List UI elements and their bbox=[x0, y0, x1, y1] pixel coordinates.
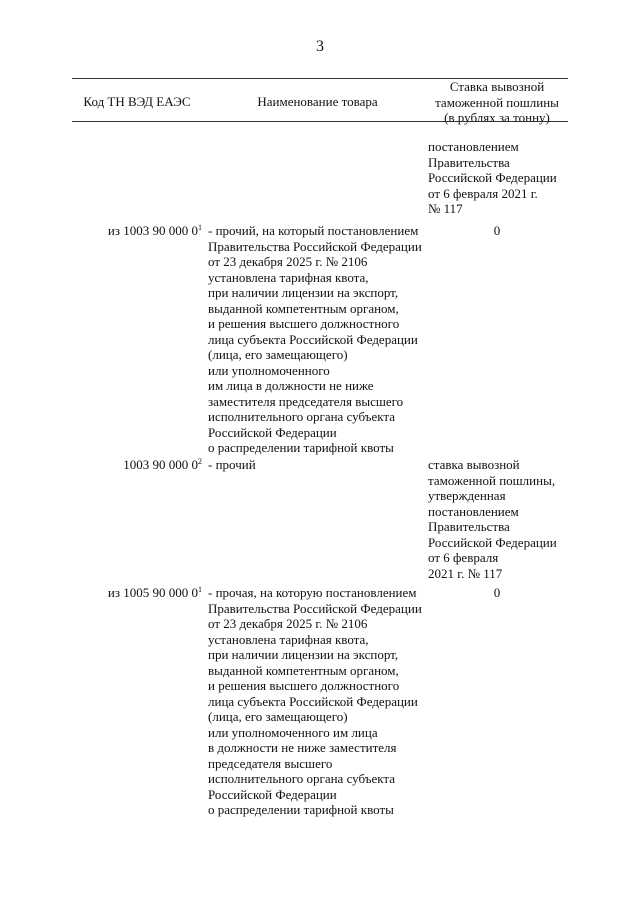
row-2-name: - прочий bbox=[208, 457, 256, 472]
row-1-code-footnote: 1 bbox=[198, 223, 202, 232]
row-3-code-text: из 1005 90 000 0 bbox=[107, 585, 198, 600]
row-1-code bbox=[72, 223, 202, 239]
header-code: Код ТН ВЭД ЕАЭС bbox=[83, 94, 191, 109]
row-2-code-footnote: 2 bbox=[198, 457, 202, 466]
row-3-code bbox=[72, 585, 202, 601]
header-name: Наименование товара bbox=[257, 94, 378, 109]
row-1-code-text: из 1003 90 000 0 bbox=[107, 223, 198, 238]
row-0-rate: постановлением Правительства Российской Федерации от 6 февраля 2021 г. № 117 bbox=[428, 139, 557, 216]
row-2-rate: ставка вывозной таможенной пошлины, утвержденная постановлением Правительства Российской Федерации от 6 февраля 2021 г. № 117 bbox=[428, 457, 557, 581]
row-2-code bbox=[72, 457, 202, 473]
table-header-bottom-rule bbox=[72, 121, 568, 122]
row-3-name: - прочая, на которую постановлением Правительства Российской Федерации от 23 декабря 2025 г. № 2106 установлена тарифная квота, при наличии лицензии на экспорт, выданной компетентным органом, и решения высшего должностного лица субъекта Российской Федерации (лица, его замещающего) или уполномоченного им лица в должности не ниже заместителя председателя высшего исполнительного органа субъекта Российской Федерации о распределении тарифной квоты bbox=[208, 585, 422, 817]
row-3-code-footnote: 1 bbox=[198, 585, 202, 594]
header-rate: Ставка вывозной таможенной пошлины (в рублях за тонну) bbox=[435, 79, 559, 125]
row-3-rate: 0 bbox=[493, 585, 501, 600]
page-number: 3 bbox=[316, 38, 324, 55]
row-1-name: - прочий, на который постановлением Правительства Российской Федерации от 23 декабря 2025 г. № 2106 установлена тарифная квота, при наличии лицензии на экспорт, выданной компетентным органом, и решения высшего должностного лица субъекта Российской Федерации (лица, его замещающего) или уполномоченного им лица в должности не ниже заместителя председателя высшего исполнительного органа субъекта Российской Федерации о распределении тарифной квоты bbox=[208, 223, 422, 455]
row-1-rate: 0 bbox=[493, 223, 501, 238]
row-2-code-text: 1003 90 000 0 bbox=[123, 457, 198, 472]
